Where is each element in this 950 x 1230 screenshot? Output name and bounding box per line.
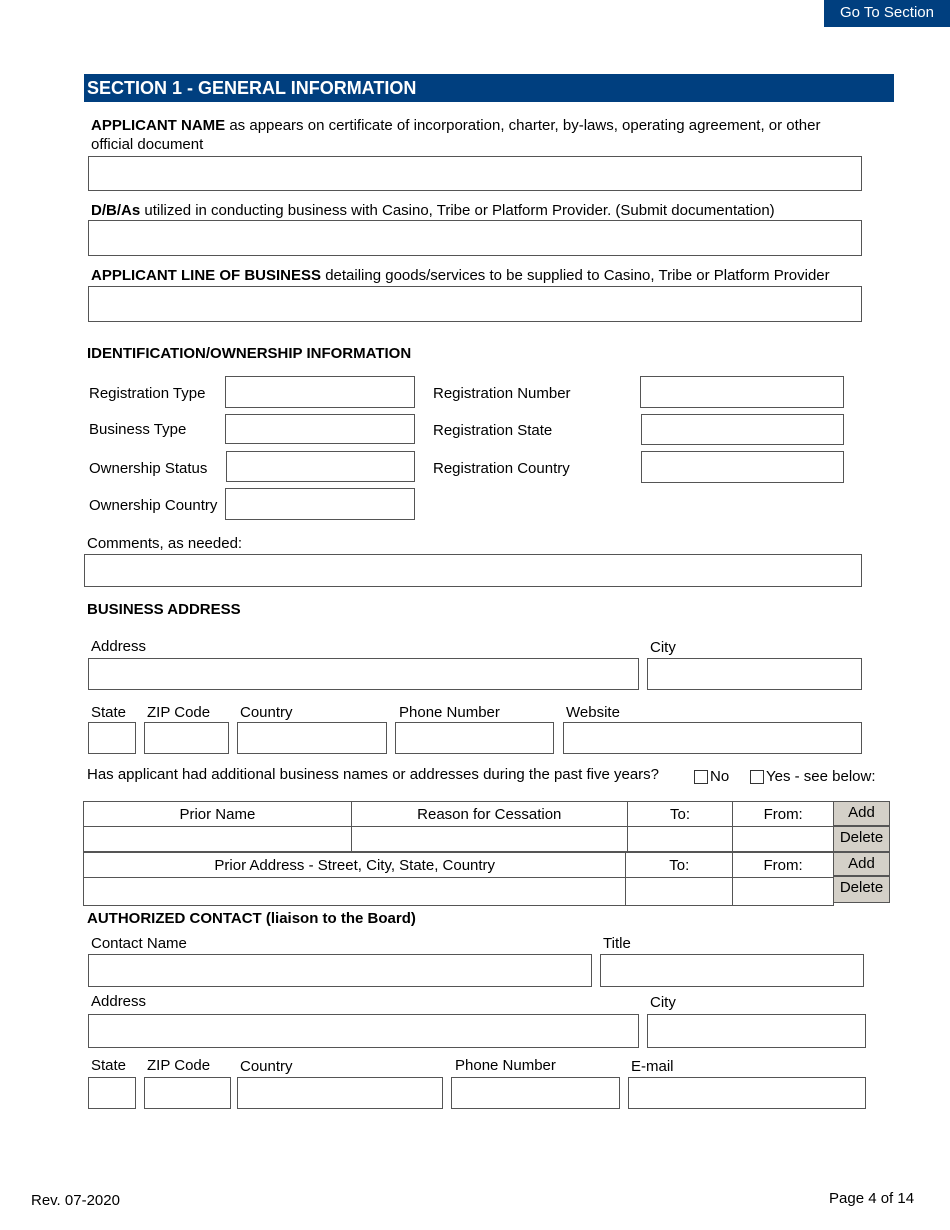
registration-type-label: Registration Type bbox=[89, 385, 206, 402]
contact-city-input[interactable] bbox=[647, 1014, 866, 1048]
business-city-label: City bbox=[650, 639, 676, 656]
from-cell[interactable] bbox=[733, 827, 834, 852]
table-row bbox=[84, 827, 834, 852]
from-header: From: bbox=[733, 853, 834, 878]
contact-phone-label: Phone Number bbox=[455, 1057, 556, 1074]
contact-email-input[interactable] bbox=[628, 1077, 866, 1109]
contact-country-input[interactable] bbox=[237, 1077, 443, 1109]
business-phone-label: Phone Number bbox=[399, 704, 500, 721]
add-prior-address-button[interactable]: Add bbox=[833, 852, 890, 876]
contact-name-input[interactable] bbox=[88, 954, 592, 987]
business-address-heading: BUSINESS ADDRESS bbox=[87, 601, 241, 618]
contact-title-input[interactable] bbox=[600, 954, 864, 987]
ownership-status-input[interactable] bbox=[226, 451, 415, 482]
contact-address-input[interactable] bbox=[88, 1014, 639, 1048]
contact-address-label: Address bbox=[91, 993, 147, 1010]
contact-zip-label: ZIP Code bbox=[147, 1057, 211, 1074]
go-to-section-button[interactable]: Go To Section bbox=[824, 0, 950, 27]
to-cell[interactable] bbox=[626, 878, 733, 906]
contact-zip-input[interactable] bbox=[144, 1077, 231, 1109]
business-type-label: Business Type bbox=[89, 421, 187, 438]
reason-cessation-header: Reason for Cessation bbox=[351, 802, 627, 827]
ownership-country-label: Ownership Country bbox=[89, 497, 218, 514]
ownership-country-input[interactable] bbox=[225, 488, 415, 520]
business-type-input[interactable] bbox=[225, 414, 415, 444]
contact-state-label: State bbox=[91, 1057, 127, 1074]
add-prior-name-button[interactable]: Add bbox=[833, 801, 890, 826]
reason-cessation-cell[interactable] bbox=[351, 827, 627, 852]
section-title: SECTION 1 - GENERAL INFORMATION bbox=[84, 74, 894, 102]
prior-address-header: Prior Address - Street, City, State, Country bbox=[84, 853, 626, 878]
registration-state-label: Registration State bbox=[433, 422, 553, 439]
contact-state-input[interactable] bbox=[88, 1077, 136, 1109]
ownership-status-label: Ownership Status bbox=[89, 460, 208, 477]
registration-state-input[interactable] bbox=[641, 414, 844, 445]
delete-prior-address-button[interactable]: Delete bbox=[833, 876, 890, 903]
business-city-input[interactable] bbox=[647, 658, 862, 690]
to-cell[interactable] bbox=[627, 827, 733, 852]
prior-no-label: No bbox=[710, 768, 730, 785]
business-zip-label: ZIP Code bbox=[147, 704, 211, 721]
applicant-name-label: APPLICANT NAME as appears on certificate of incorporation, charter, by-laws, operating agreement, or other official document bbox=[91, 117, 821, 153]
registration-number-input[interactable] bbox=[640, 376, 844, 408]
registration-country-input[interactable] bbox=[641, 451, 844, 483]
business-phone-input[interactable] bbox=[395, 722, 554, 754]
authorized-contact-heading: AUTHORIZED CONTACT (liaison to the Board) bbox=[87, 910, 416, 927]
to-header: To: bbox=[626, 853, 733, 878]
applicant-name-input[interactable] bbox=[88, 156, 862, 191]
table-row bbox=[84, 802, 834, 827]
contact-title-label: Title bbox=[603, 935, 631, 952]
business-state-input[interactable] bbox=[88, 722, 136, 754]
table-row bbox=[84, 878, 834, 906]
line-of-business-label: APPLICANT LINE OF BUSINESS detailing goods/services to be supplied to Casino, Tribe or Platform Provider bbox=[91, 267, 830, 284]
prior-name-cell[interactable] bbox=[84, 827, 352, 852]
business-country-input[interactable] bbox=[237, 722, 387, 754]
line-of-business-input[interactable] bbox=[88, 286, 862, 322]
prior-yes-checkbox[interactable] bbox=[750, 770, 764, 784]
prior-names-question: Has applicant had additional business names or addresses during the past five years? bbox=[87, 766, 660, 783]
comments-input[interactable] bbox=[84, 554, 862, 587]
to-header: To: bbox=[627, 802, 733, 827]
business-website-input[interactable] bbox=[563, 722, 862, 754]
registration-country-label: Registration Country bbox=[433, 460, 570, 477]
revision-label: Rev. 07-2020 bbox=[31, 1192, 120, 1209]
business-country-label: Country bbox=[240, 704, 293, 721]
dba-label: D/B/As utilized in conducting business with Casino, Tribe or Platform Provider. (Submit documentation) bbox=[91, 202, 775, 219]
registration-number-label: Registration Number bbox=[433, 385, 571, 402]
business-website-label: Website bbox=[566, 704, 620, 721]
page-number: Page 4 of 14 bbox=[829, 1190, 915, 1207]
prior-no-checkbox[interactable] bbox=[694, 770, 708, 784]
contact-name-label: Contact Name bbox=[91, 935, 187, 952]
contact-city-label: City bbox=[650, 994, 676, 1011]
business-zip-input[interactable] bbox=[144, 722, 229, 754]
contact-phone-input[interactable] bbox=[451, 1077, 620, 1109]
identification-heading: IDENTIFICATION/OWNERSHIP INFORMATION bbox=[87, 345, 412, 362]
business-address-input[interactable] bbox=[88, 658, 639, 690]
contact-email-label: E-mail bbox=[631, 1058, 674, 1075]
from-header: From: bbox=[733, 802, 834, 827]
delete-prior-name-button[interactable]: Delete bbox=[833, 826, 890, 852]
registration-type-input[interactable] bbox=[225, 376, 415, 408]
business-address-label: Address bbox=[91, 638, 147, 655]
contact-country-label: Country bbox=[240, 1058, 293, 1075]
prior-name-header: Prior Name bbox=[84, 802, 352, 827]
dba-input[interactable] bbox=[88, 220, 862, 256]
prior-address-cell[interactable] bbox=[84, 878, 626, 906]
table-row bbox=[84, 853, 834, 878]
prior-address-table bbox=[83, 852, 834, 906]
prior-name-table bbox=[83, 801, 834, 852]
business-state-label: State bbox=[91, 704, 127, 721]
comments-label: Comments, as needed: bbox=[87, 535, 243, 552]
from-cell[interactable] bbox=[733, 878, 834, 906]
prior-yes-label: Yes - see below: bbox=[766, 768, 876, 785]
